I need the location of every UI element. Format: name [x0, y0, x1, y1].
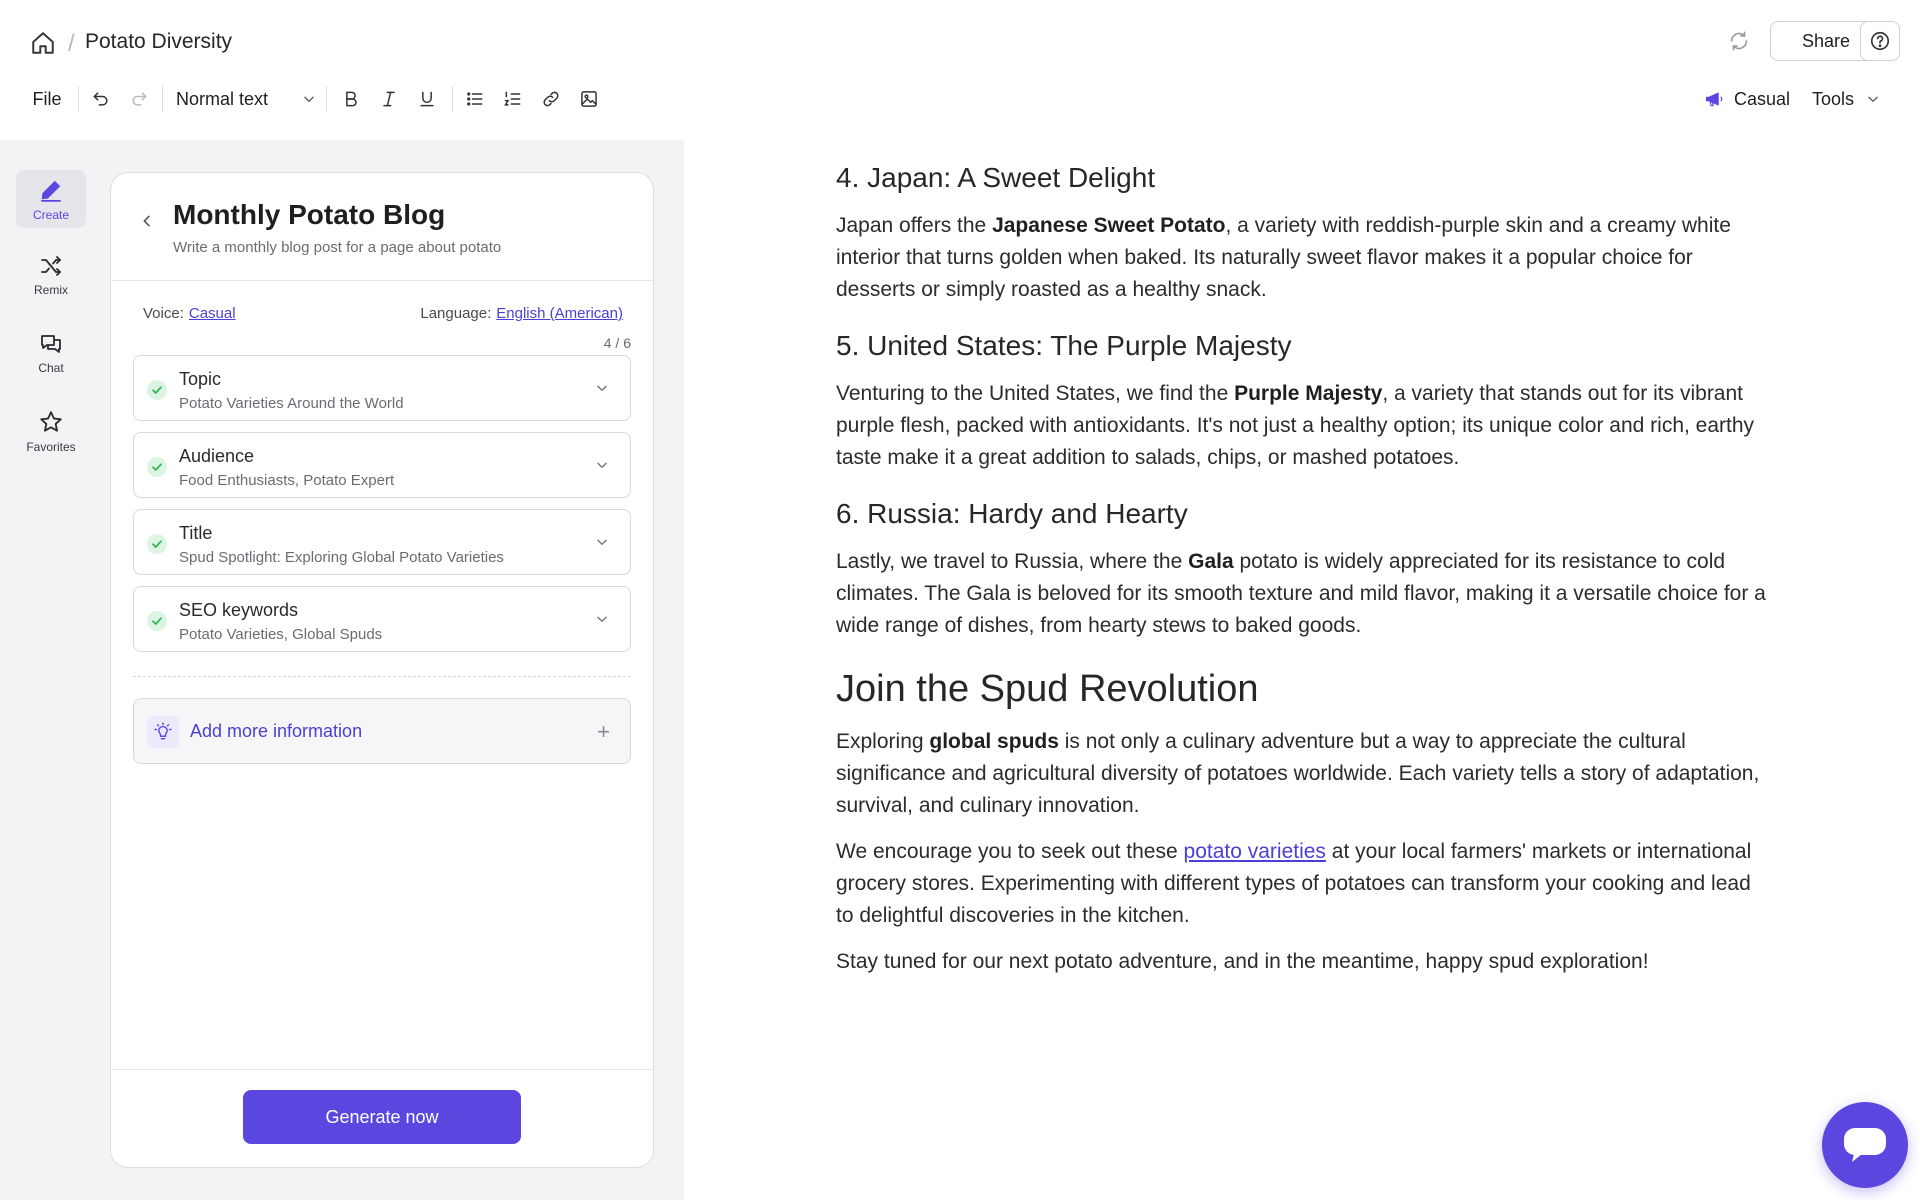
field-value: Potato Varieties, Global Spuds: [179, 626, 383, 643]
paragraph: Lastly, we travel to Russia, where the Gala potato is widely appreciated for its resistance to cold climates. The Gala is beloved for its smooth texture and mild flavor, making it a versatile choice for a wide range of dishes, from hearty stews to baked goods.: [836, 550, 1766, 637]
image-button[interactable]: [572, 80, 606, 118]
image-icon: [579, 89, 599, 109]
undo-button[interactable]: [84, 80, 118, 118]
rail-item-chat[interactable]: [16, 324, 86, 382]
text-style-select[interactable]: [168, 80, 318, 118]
bold-text: Purple Majesty: [1234, 382, 1383, 405]
potato-varieties-link[interactable]: potato varieties: [1183, 840, 1326, 863]
share-button[interactable]: Share: [1770, 21, 1882, 61]
check-circle-icon: [147, 457, 167, 477]
check-circle-icon: [147, 534, 167, 554]
rail-item-label: Create: [32, 207, 70, 222]
rail-item-favorites[interactable]: [16, 402, 86, 460]
chevron-down-icon: [594, 611, 610, 627]
link-icon: [541, 89, 561, 109]
rail-item-create[interactable]: [16, 170, 86, 228]
field-label: Audience: [179, 446, 255, 466]
section-heading-large: Join the Spud Revolution: [836, 668, 1259, 710]
document-body[interactable]: [836, 160, 1772, 992]
chevron-down-icon: [594, 457, 610, 473]
add-more-information-button[interactable]: [133, 698, 631, 764]
numbered-list-button[interactable]: [496, 80, 530, 118]
italic-button[interactable]: [372, 80, 406, 118]
bold-text: global spuds: [929, 730, 1059, 753]
text-style-value: Normal text: [176, 88, 269, 109]
step-counter: 4 / 6: [603, 335, 631, 351]
paragraph: Stay tuned for our next potato adventure, and in the meantime, happy spud exploration!: [836, 950, 1649, 973]
field-seo-keywords[interactable]: [133, 586, 631, 652]
megaphone-icon: [1704, 89, 1724, 109]
chevron-down-icon: [594, 380, 610, 396]
top-bar: [0, 0, 1920, 140]
home-button[interactable]: [26, 26, 60, 60]
voice-selector[interactable]: [1704, 80, 1814, 118]
toolbar-divider: [452, 86, 453, 112]
bold-text: Gala: [1188, 550, 1234, 573]
rail-item-label: Remix: [33, 282, 68, 297]
field-value: Potato Varieties Around the World: [179, 395, 404, 412]
file-menu[interactable]: File: [32, 88, 62, 109]
rail-item-remix[interactable]: [16, 246, 86, 304]
lightbulb-icon: [147, 716, 179, 748]
voice-value: Casual: [1734, 88, 1791, 109]
section-heading: 6. Russia: Hardy and Hearty: [836, 498, 1188, 529]
numbered-list-icon: [503, 89, 523, 109]
underline-button[interactable]: [410, 80, 444, 118]
underline-icon: [417, 89, 437, 109]
toolbar-divider: [78, 86, 79, 112]
field-label: Title: [179, 523, 213, 543]
rail-item-label: Favorites: [26, 439, 76, 454]
generate-now-button[interactable]: Generate now: [243, 1090, 521, 1144]
pencil-icon: [38, 177, 64, 203]
chevron-down-icon: [594, 534, 610, 550]
template-panel: [110, 172, 654, 1168]
field-audience[interactable]: [133, 432, 631, 498]
paragraph: Japan offers the Japanese Sweet Potato, a variety with reddish-purple skin and a creamy white interior that turns golden when baked. Its naturally sweet flavor makes it a popular choice for desserts or simply roasted as a healthy snack.: [836, 214, 1731, 301]
voice-setting-link[interactable]: Casual: [188, 305, 236, 322]
chat-bubble-icon: [1842, 1125, 1888, 1165]
link-button[interactable]: [534, 80, 568, 118]
tools-menu[interactable]: [1812, 80, 1912, 118]
settings-row: [143, 305, 623, 327]
panel-header: [111, 173, 653, 281]
panel-footer: [111, 1069, 653, 1168]
plus-icon: +: [597, 719, 610, 744]
document-title[interactable]: Potato Diversity: [85, 30, 233, 53]
italic-icon: [379, 89, 399, 109]
language-setting: [420, 305, 623, 322]
sync-icon: [1728, 30, 1750, 52]
bullet-list-icon: [465, 89, 485, 109]
language-setting-label: Language:: [420, 305, 492, 322]
section-heading: 4. Japan: A Sweet Delight: [836, 162, 1156, 193]
bold-icon: [341, 89, 361, 109]
editor-toolbar: [0, 80, 1920, 138]
chevron-down-icon: [1866, 92, 1880, 106]
redo-icon: [129, 89, 149, 109]
paragraph: Venturing to the United States, we find the Purple Majesty, a variety that stands out for its vibrant purple flesh, packed with antioxidants. It's not just a healthy option; its unique color and rich, earthy taste make it a great addition to salads, chips, or mashed potatoes.: [836, 382, 1755, 469]
toolbar-divider: [162, 86, 163, 112]
help-button[interactable]: [1860, 21, 1900, 61]
undo-icon: [91, 89, 111, 109]
voice-setting-label: Voice:: [143, 305, 184, 322]
field-value: Food Enthusiasts, Potato Expert: [179, 472, 395, 489]
shuffle-icon: [39, 254, 63, 278]
rail-item-label: Chat: [38, 360, 64, 375]
field-title[interactable]: [133, 509, 631, 575]
paragraph: We encourage you to seek out these potato varieties at your local farmers' markets or international grocery stores. Experimenting with different types of potatoes can transform your cooking and lead to delightful discoveries in the kitchen.: [836, 840, 1752, 927]
field-label: SEO keywords: [179, 600, 299, 620]
star-icon: [38, 409, 64, 435]
add-more-label: Add more information: [190, 721, 363, 741]
breadcrumb-separator: /: [68, 30, 75, 57]
help-icon: [1869, 30, 1891, 52]
panel-subtitle: Write a monthly blog post for a page about potato: [173, 239, 502, 256]
field-value: Spud Spotlight: Exploring Global Potato Varieties: [179, 549, 504, 566]
field-topic[interactable]: [133, 355, 631, 421]
check-circle-icon: [147, 611, 167, 631]
section-divider: [133, 676, 631, 677]
left-rail: [0, 140, 100, 1200]
chat-support-button[interactable]: [1822, 1102, 1908, 1188]
chevron-down-icon: [302, 92, 316, 106]
section-heading: 5. United States: The Purple Majesty: [836, 330, 1292, 361]
back-button[interactable]: [135, 209, 159, 233]
voice-setting: [143, 305, 236, 322]
title-row: [0, 0, 1920, 86]
toolbar-divider: [326, 86, 327, 112]
paragraph: Exploring global spuds is not only a culinary adventure but a way to appreciate the cultural significance and agricultural diversity of potatoes worldwide. Each variety tells a story of adaptation, survival, and culinary innovation.: [836, 730, 1760, 817]
panel-title: Monthly Potato Blog: [173, 199, 446, 230]
chat-icon: [39, 332, 63, 356]
bold-button[interactable]: [334, 80, 368, 118]
home-icon: [30, 30, 56, 56]
check-circle-icon: [147, 380, 167, 400]
redo-button[interactable]: [122, 80, 156, 118]
bullet-list-button[interactable]: [458, 80, 492, 118]
bold-text: Japanese Sweet Potato: [992, 214, 1226, 237]
language-setting-link[interactable]: English (American): [496, 305, 623, 322]
field-label: Topic: [179, 369, 222, 389]
tools-label: Tools: [1812, 88, 1855, 109]
chevron-left-icon: [139, 213, 155, 229]
sync-status[interactable]: [1724, 26, 1754, 56]
